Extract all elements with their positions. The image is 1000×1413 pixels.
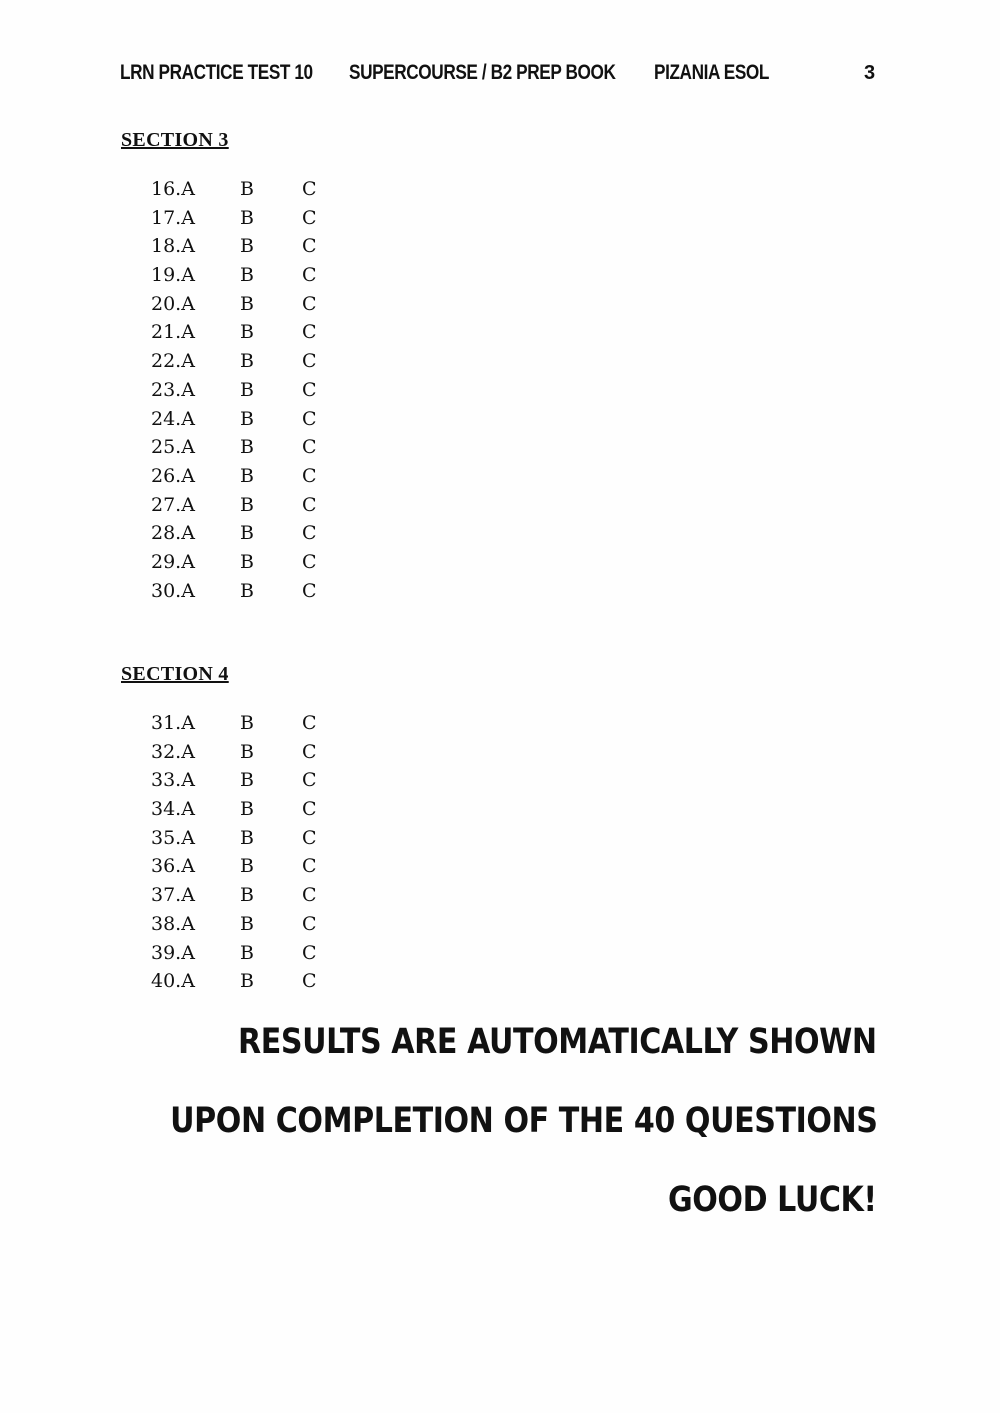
option-c[interactable]: C [302,798,317,821]
question-row [151,491,351,520]
question-row [151,175,351,204]
closing-line-good-luck: GOOD LUCK! [668,1180,877,1220]
option-c[interactable]: C [302,178,317,200]
question-number-option-a[interactable]: 34.A [151,798,195,821]
question-number-option-a[interactable]: 16.A [151,178,195,200]
section-4-title: SECTION 4 [121,663,229,685]
question-number-option-a[interactable]: 38.A [151,912,195,935]
header-book: SUPERCOURSE / B2 PREP BOOK [349,61,616,84]
closing-line-completion: UPON COMPLETION OF THE 40 QUESTIONS [169,1101,877,1141]
question-number-option-a[interactable]: 28.A [151,522,195,545]
option-b[interactable]: B [240,321,254,344]
option-c[interactable]: C [302,884,317,907]
question-row [151,204,351,233]
question-number-option-a[interactable]: 33.A [151,769,195,792]
option-b[interactable]: B [240,350,254,373]
question-number-option-a[interactable]: 25.A [151,436,195,459]
option-b[interactable]: B [240,855,254,878]
question-number-option-a[interactable]: 24.A [151,407,195,430]
question-row [151,910,351,939]
option-b[interactable]: B [240,579,254,602]
option-c[interactable]: C [302,740,317,763]
question-row [151,290,351,319]
question-row [151,766,351,795]
question-row [151,261,351,290]
question-number-option-a[interactable]: 30.A [151,579,195,602]
question-row [151,462,351,491]
option-b[interactable]: B [240,436,254,459]
option-b[interactable]: B [240,740,254,763]
question-number-option-a[interactable]: 36.A [151,855,195,878]
question-row [151,548,351,577]
option-c[interactable]: C [302,522,317,545]
question-row [151,232,351,261]
question-number-option-a[interactable]: 31.A [151,712,195,734]
closing-line-results: RESULTS ARE AUTOMATICALLY SHOWN [238,1022,877,1062]
section-3-title: SECTION 3 [121,129,229,151]
question-row [151,795,351,824]
option-c[interactable]: C [302,970,317,993]
option-b[interactable]: B [240,206,254,229]
option-b[interactable]: B [240,912,254,935]
section-4-questions [151,709,351,996]
option-b[interactable]: B [240,712,254,734]
page-header [0,58,1000,92]
page-number: 3 [864,62,875,84]
option-b[interactable]: B [240,970,254,993]
question-row [151,318,351,347]
question-row [151,519,351,548]
question-row [151,709,351,738]
question-row [151,824,351,853]
question-number-option-a[interactable]: 32.A [151,740,195,763]
question-number-option-a[interactable]: 27.A [151,493,195,516]
question-number-option-a[interactable]: 23.A [151,378,195,401]
header-author: PIZANIA ESOL [654,61,769,84]
question-number-option-a[interactable]: 19.A [151,264,195,287]
option-c[interactable]: C [302,493,317,516]
question-row [151,852,351,881]
question-number-option-a[interactable]: 39.A [151,941,195,964]
option-b[interactable]: B [240,493,254,516]
question-number-option-a[interactable]: 20.A [151,292,195,315]
header-test-name: LRN PRACTICE TEST 10 [120,61,313,84]
option-c[interactable]: C [302,407,317,430]
option-b[interactable]: B [240,407,254,430]
option-c[interactable]: C [302,550,317,573]
question-number-option-a[interactable]: 22.A [151,350,195,373]
option-b[interactable]: B [240,264,254,287]
option-c[interactable]: C [302,769,317,792]
question-row [151,738,351,767]
option-c[interactable]: C [302,350,317,373]
option-b[interactable]: B [240,378,254,401]
question-row [151,433,351,462]
option-b[interactable]: B [240,769,254,792]
question-number-option-a[interactable]: 18.A [151,235,195,258]
option-b[interactable]: B [240,941,254,964]
question-number-option-a[interactable]: 35.A [151,826,195,849]
option-b[interactable]: B [240,292,254,315]
question-row [151,577,351,606]
option-c[interactable]: C [302,378,317,401]
option-b[interactable]: B [240,522,254,545]
question-row [151,881,351,910]
option-b[interactable]: B [240,826,254,849]
option-b[interactable]: B [240,798,254,821]
question-number-option-a[interactable]: 37.A [151,884,195,907]
question-row [151,347,351,376]
question-number-option-a[interactable]: 17.A [151,206,195,229]
question-row [151,939,351,968]
question-number-option-a[interactable]: 29.A [151,550,195,573]
option-b[interactable]: B [240,235,254,258]
option-b[interactable]: B [240,464,254,487]
question-number-option-a[interactable]: 40.A [151,970,195,993]
option-c[interactable]: C [302,941,317,964]
option-c[interactable]: C [302,292,317,315]
option-c[interactable]: C [302,206,317,229]
section-3-questions [151,175,351,605]
question-number-option-a[interactable]: 26.A [151,464,195,487]
question-row [151,405,351,434]
option-c[interactable]: C [302,855,317,878]
question-row [151,967,351,996]
option-c[interactable]: C [302,912,317,935]
question-row [151,376,351,405]
option-b[interactable]: B [240,550,254,573]
option-c[interactable]: C [302,712,317,734]
option-c[interactable]: C [302,264,317,287]
option-c[interactable]: C [302,321,317,344]
option-c[interactable]: C [302,235,317,258]
option-b[interactable]: B [240,178,254,200]
option-c[interactable]: C [302,826,317,849]
option-c[interactable]: C [302,579,317,602]
option-b[interactable]: B [240,884,254,907]
option-c[interactable]: C [302,436,317,459]
option-c[interactable]: C [302,464,317,487]
question-number-option-a[interactable]: 21.A [151,321,195,344]
